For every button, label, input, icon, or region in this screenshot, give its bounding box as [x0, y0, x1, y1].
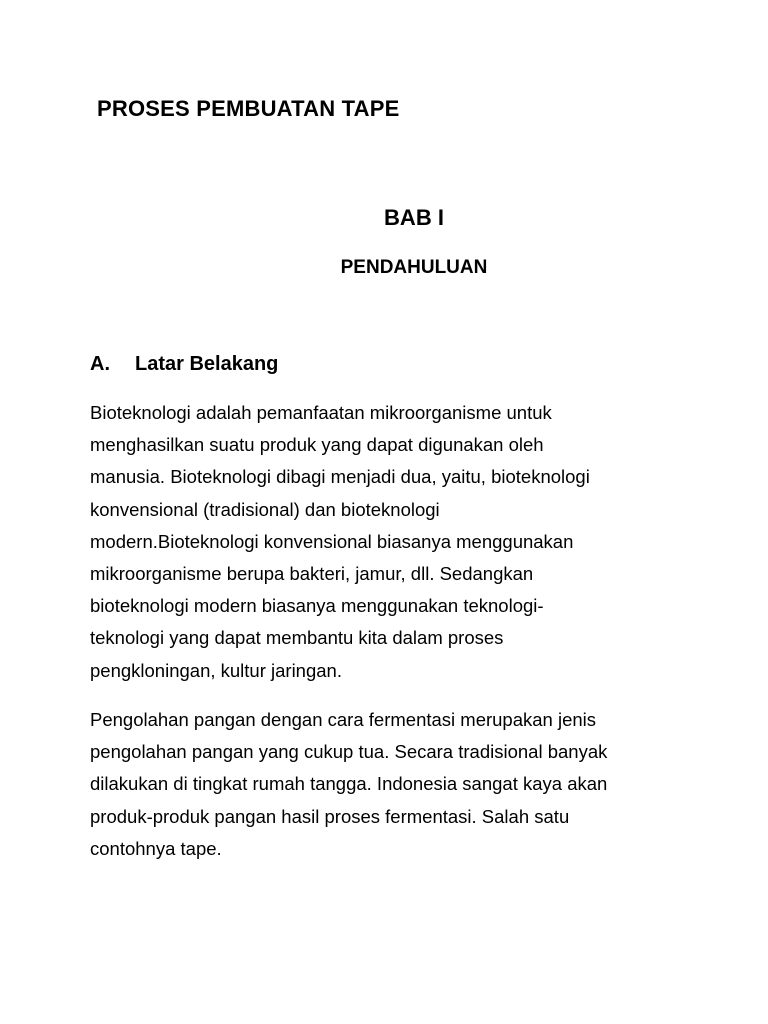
paragraph-line: Bioteknologi adalah pemanfaatan mikroorganisme untuk [90, 402, 552, 423]
paragraph-line: menghasilkan suatu produk yang dapat digunakan oleh [90, 434, 544, 456]
paragraph-line: manusia. Bioteknologi dibagi menjadi dua, yaitu, bioteknologi [90, 466, 590, 488]
paragraph-line: Pengolahan pangan dengan cara fermentasi merupakan jenis [90, 709, 597, 730]
paragraph-line: mikroorganisme berupa bakteri, jamur, dll. Sedangkan [90, 563, 534, 585]
document-title: PROSES PEMBUATAN TAPE [97, 96, 400, 121]
paragraph-line: konvensional (tradisional) dan bioteknologi [90, 498, 440, 520]
paragraph-2 [90, 704, 690, 865]
paragraph-line: bioteknologi modern biasanya menggunakan teknologi- [90, 595, 544, 617]
paragraph-line: contohnya tape. [90, 837, 222, 859]
chapter-title: PENDAHULUAN [340, 257, 488, 278]
paragraph-line: dilakukan di tingkat rumah tangga. Indonesia sangat kaya akan [90, 773, 608, 795]
paragraph-1 [90, 397, 690, 687]
paragraph-line: produk-produk pangan hasil proses fermentasi. Salah satu [90, 805, 570, 827]
section-letter: A. [90, 353, 110, 375]
paragraph-line: teknologi yang dapat membantu kita dalam proses [90, 627, 504, 649]
paragraph-line: pengkloningan, kultur jaringan. [90, 659, 342, 681]
paragraph-line: modern.Bioteknologi konvensional biasanya menggunakan [90, 530, 574, 552]
paragraph-line: pengolahan pangan yang cukup tua. Secara tradisional banyak [90, 741, 608, 763]
chapter-number: BAB I [384, 205, 444, 230]
section-title: Latar Belakang [135, 353, 279, 375]
section-heading [90, 353, 278, 376]
